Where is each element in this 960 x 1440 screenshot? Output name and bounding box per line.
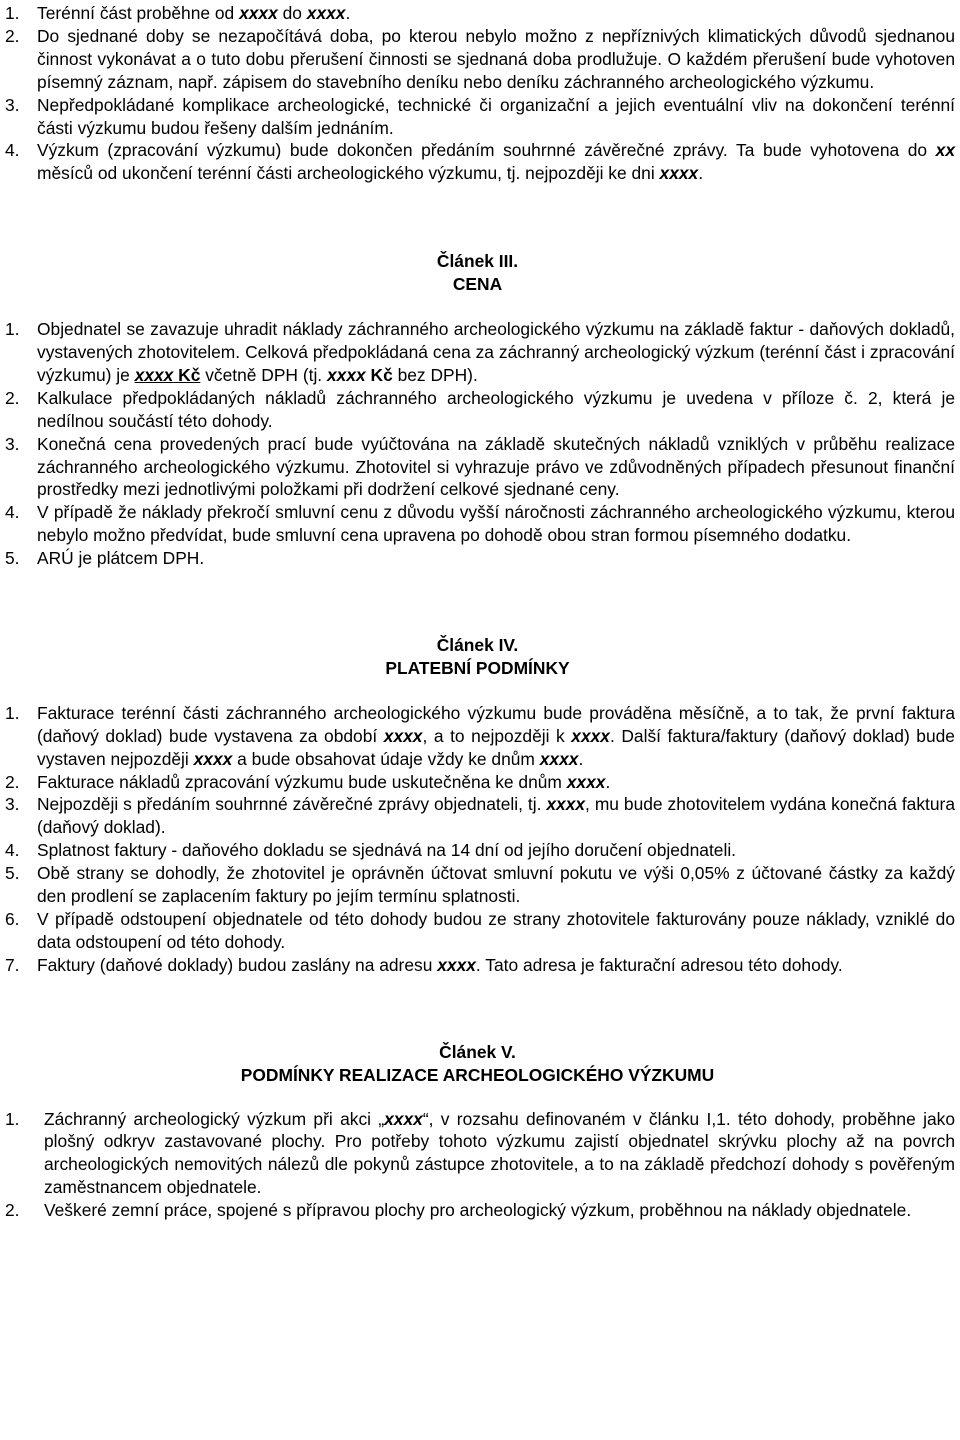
item-number: 1. [5, 1108, 20, 1129]
item-number: 2. [5, 771, 20, 792]
list-item: 7. Faktury (daňové doklady) budou zaslány na adresu xxxx. Tato adresa je fakturační adresou této dohody. [5, 954, 843, 975]
item-number: 4. [5, 502, 20, 523]
article-3-list [0, 318, 955, 570]
item-number: 3. [5, 433, 20, 454]
article-3-heading: Článek III. [436, 251, 519, 272]
document-page [0, 2, 960, 1222]
item-number: 1. [5, 3, 20, 23]
list-item: 5. ARÚ je plátcem DPH. [5, 548, 205, 569]
item-number: 2. [5, 1200, 20, 1221]
list-item: 2. Do sjednané doby se nezapočítává doba, po kterou nebylo možno z nepříznivých klimatických důvodů sjednanou činnost vykonávat a o tuto dobu přerušení činnosti se sjednaná doba prodlužuje. O každém přerušení bude vyhotoven písemný záznam, např. zápisem do stavebního deníku nebo deníku záchranného archeologického výzkumu. [5, 25, 955, 92]
item-number: 5. [5, 548, 20, 569]
item-number: 3. [5, 94, 20, 115]
article-4-list [0, 702, 955, 977]
item-number: 1. [5, 702, 20, 723]
list-item: 2. Kalkulace předpokládaných nákladů záchranného archeologického výzkumu je uvedena v příloze č. 2, která je nedílnou součástí této dohody. [5, 387, 955, 431]
list-item: 4. V případě že náklady překročí smluvní cenu z důvodu vyšší náročnosti záchranného archeologického výzkumu, kterou nebylo možno předvídat, bude smluvní cena upravena po dohodě obou stran formou písemného dodatku. [5, 502, 955, 546]
list-item: 1. Záchranný archeologický výzkum při akci „xxxx“, v rozsahu definovaném v článku I,1. této dohody, proběhne jako plošný odkryv zastavované plochy. Pro potřeby tohoto výzkumu zajistí objednatel skrývku plochy až na povrch archeologických nemovitých nálezů dle pokynů zástupce zhotovitele, a to na základě předchozí dohody s pověřeným zaměstnancem objednatele. [5, 1108, 955, 1198]
list-item: 6. V případě odstoupení objednatele od této dohody budou ze strany zhotovitele fakturovány pouze náklady, vzniklé do data odstoupení od této dohody. [5, 909, 955, 952]
item-number: 2. [5, 25, 20, 46]
article-5-heading: Článek V. [439, 1041, 516, 1062]
list-item: 1. Terénní část proběhne od xxxx do xxxx. [5, 3, 351, 23]
article-4-title: PLATEBNÍ PODMÍNKY [385, 657, 570, 678]
article-4-heading: Článek IV. [436, 635, 519, 656]
item-number: 1. [5, 319, 20, 340]
list-item: 3. Konečná cena provedených prací bude vyúčtována na základě skutečných nákladů vzniklých v průběhu realizace záchranného archeologického výzkumu. Zhotovitel si vyhrazuje právo ve zdůvodněných případech přesunout finanční prostředky mezi jednotlivými položkami při dodržení celkové sjednané ceny. [5, 433, 955, 500]
list-item: 5. Obě strany se dohodly, že zhotovitel je oprávněn účtovat smluvní pokutu ve výši 0,05% z účtované částky za každý den prodlení se zaplacením faktury po jejím termínu splatnosti. [5, 863, 955, 907]
item-number: 4. [5, 840, 20, 861]
item-number: 5. [5, 863, 20, 884]
list-item: 4. Splatnost faktury - daňového dokladu se sjednává na 14 dní od jejího doručení objednateli. [5, 840, 737, 861]
list-item: 2. Veškeré zemní práce, spojené s přípravou plochy pro archeologický výzkum, proběhnou na náklady objednatele. [5, 1200, 912, 1221]
article-2-list [0, 2, 955, 185]
article-3-title: CENA [452, 274, 503, 295]
item-number: 7. [5, 954, 20, 975]
item-number: 6. [5, 909, 20, 929]
list-item: 4. Výzkum (zpracování výzkumu) bude dokončen předáním souhrnné závěrečné zprávy. Ta bude vyhotovena do xx měsíců od ukončení terénní části archeologického výzkumu, tj. nejpozději ke dni xxxx. [5, 140, 955, 184]
list-item: 3. Nepředpokládané komplikace archeologické, technické či organizační a jejich eventuální vliv na dokončení terénní části výzkumu budou řešeny dalším jednáním. [5, 94, 955, 138]
article-5-list [0, 1108, 955, 1223]
item-number: 4. [5, 140, 20, 161]
item-number: 3. [5, 794, 20, 815]
list-item: 1. Fakturace terénní části záchranného archeologického výzkumu bude prováděna měsíčně, a to tak, že první faktura (daňový doklad) bude vystavena za období xxxx, a to nejpozději k xxxx. Další faktura/faktury (daňový doklad) bude vystaven nejpozději xxxx a bude obsahovat údaje vždy ke dnům xxxx. [5, 702, 955, 769]
article-5-title: PODMÍNKY REALIZACE ARCHEOLOGICKÉHO VÝZKUMU [240, 1064, 715, 1085]
list-item: 3. Nejpozději s předáním souhrnné závěrečné zprávy objednateli, tj. xxxx, mu bude zhotovitelem vydána konečná faktura (daňový doklad). [5, 794, 955, 838]
list-item: 1. Objednatel se zavazuje uhradit náklady záchranného archeologického výzkumu na základě faktur - daňových dokladů, vystavených zhotovitelem. Celková předpokládaná cena za záchranný archeologický výzkum (terénní část i zpracování výzkumu) je xxxx Kč včetně DPH (tj. xxxx Kč bez DPH). [5, 319, 955, 385]
list-item: 2. Fakturace nákladů zpracování výzkumu bude uskutečněna ke dnům xxxx. [5, 771, 611, 792]
item-number: 2. [5, 387, 20, 408]
